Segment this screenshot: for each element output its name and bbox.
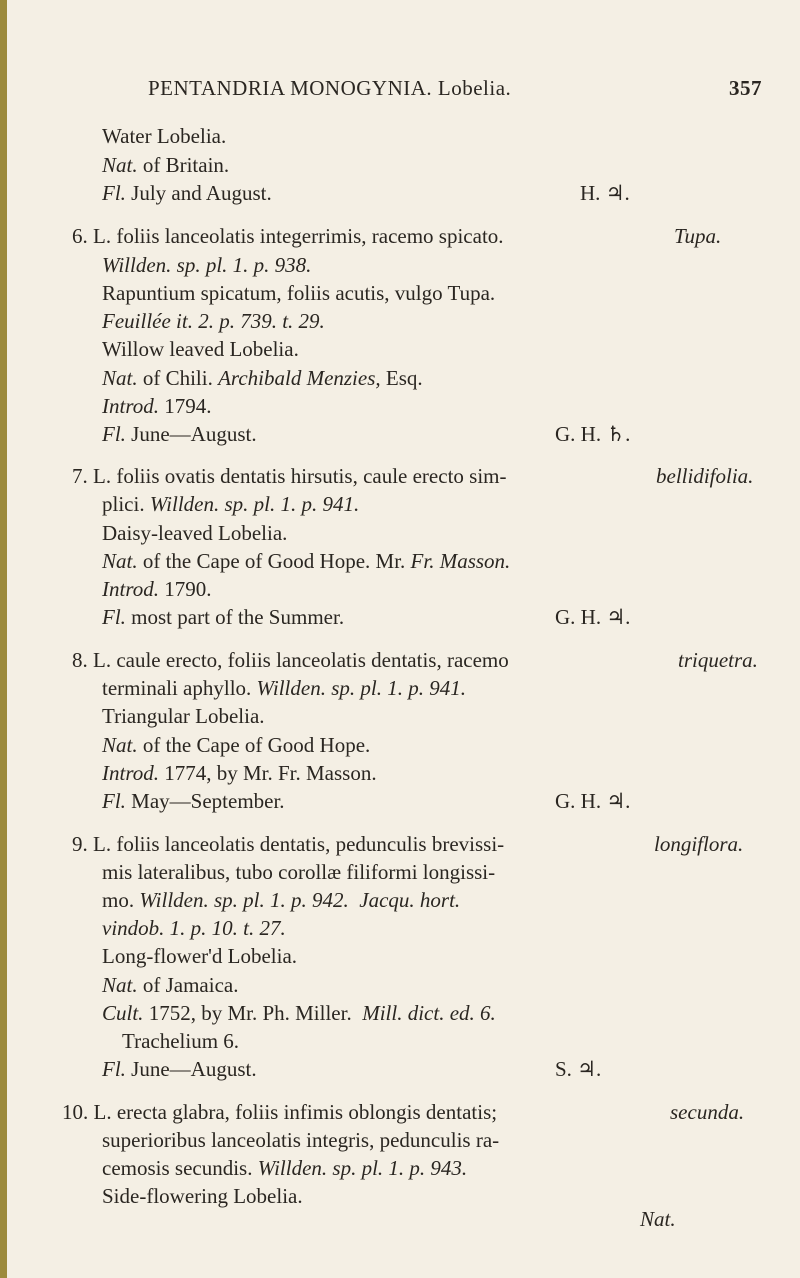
catchword: Nat. [640, 1207, 676, 1231]
header-title: PENTANDRIA MONOGYNIA. Lobelia. [148, 76, 512, 100]
reference-line: terminali aphyllo. Willden. sp. pl. 1. p. 941. [102, 676, 466, 700]
reference: vindob. 1. p. 10. t. 27. [102, 916, 286, 940]
entry-8: 8. L. caule erecto, foliis lanceolatis dentatis, racemo [72, 648, 509, 672]
species-name: triquetra. [678, 648, 758, 672]
species-name: secunda. [670, 1100, 745, 1124]
cultivated-line: Cult. 1752, by Mr. Ph. Miller. Mill. dict. ed. 6. [102, 1001, 496, 1025]
introduced-line: Introd. 1794. [102, 394, 212, 418]
common-name: Willow leaved Lobelia. [102, 337, 299, 361]
running-header [148, 76, 778, 104]
entry-6: 6. L. foliis lanceolatis integerrimis, racemo spicato. [72, 224, 504, 248]
common-name: Water Lobelia. [102, 124, 227, 148]
reference: Feuillée it. 2. p. 739. t. 29. [102, 309, 325, 333]
entry-7: 7. L. foliis ovatis dentatis hirsutis, caule erecto sim- [72, 464, 507, 488]
reference: Willden. sp. pl. 1. p. 938. [102, 253, 312, 277]
common-name: Side-flowering Lobelia. [102, 1184, 303, 1208]
flowering-line: Fl. most part of the Summer. [102, 605, 345, 629]
native-line: Nat. of Britain. [102, 153, 230, 177]
habitat: G. H. ♃. [555, 605, 631, 629]
entry-9: 9. L. foliis lanceolatis dentatis, pedunculis brevissi- [72, 832, 505, 856]
reference-line: mo. Willden. sp. pl. 1. p. 942. Jacqu. hort. [102, 888, 461, 912]
species-name: bellidifolia. [656, 464, 754, 488]
common-name: Long-flower'd Lobelia. [102, 944, 298, 968]
native-line: Nat. of the Cape of Good Hope. Mr. Fr. Masson. [102, 549, 511, 573]
flowering-line: Fl. June—August. [102, 1057, 257, 1081]
habitat: H. ♃. [580, 181, 630, 205]
native-line: Nat. of Jamaica. [102, 973, 239, 997]
page-number: 357 [729, 76, 762, 100]
flowering-line: Fl. July and August. [102, 181, 272, 205]
synonym: Trachelium 6. [122, 1029, 240, 1053]
flowering-line: Fl. June—August. [102, 422, 257, 446]
entry-10: 10. L. erecta glabra, foliis infimis oblongis dentatis; [62, 1100, 498, 1124]
native-line: Nat. of the Cape of Good Hope. [102, 733, 371, 757]
common-name: Triangular Lobelia. [102, 704, 265, 728]
habitat: G. H. ♃. [555, 789, 631, 813]
introduced-line: Introd. 1774, by Mr. Fr. Masson. [102, 761, 377, 785]
description-line: mis lateralibus, tubo corollæ filiformi longissi- [102, 860, 496, 884]
flowering-line: Fl. May—September. [102, 789, 285, 813]
species-name: longiflora. [654, 832, 744, 856]
common-name: Daisy-leaved Lobelia. [102, 521, 288, 545]
introduced-line: Introd. 1790. [102, 577, 212, 601]
reference-line: plici. Willden. sp. pl. 1. p. 941. [102, 492, 360, 516]
reference-line: cemosis secundis. Willden. sp. pl. 1. p. 943. [102, 1156, 468, 1180]
description-line: superioribus lanceolatis integris, pedunculis ra- [102, 1128, 500, 1152]
habitat: S. ♃. [555, 1057, 602, 1081]
synonym: Rapuntium spicatum, foliis acutis, vulgo Tupa. [102, 281, 496, 305]
species-name: Tupa. [674, 224, 722, 248]
habitat: G. H. ♄. [555, 422, 631, 446]
native-line: Nat. of Chili. Archibald Menzies, Esq. [102, 366, 423, 390]
